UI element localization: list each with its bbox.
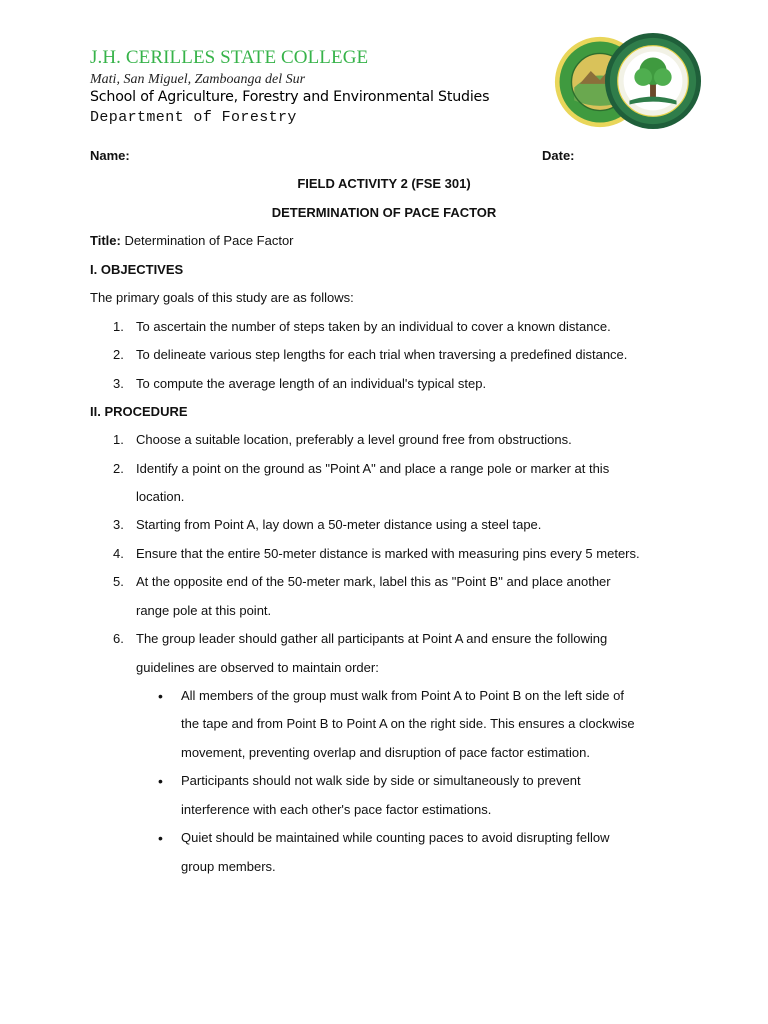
objective-item: To compute the average length of an individual's typical step.	[136, 376, 487, 391]
name-label: Name:	[90, 148, 130, 163]
activity-heading: FIELD ACTIVITY 2 (FSE 301)	[297, 176, 471, 191]
bullet-item-continued: movement, preventing overlap and disruption of pace factor estimation.	[181, 745, 591, 760]
bullet-marker: •	[158, 688, 163, 704]
bullet-item: Quiet should be maintained while counting paces to avoid disrupting fellow	[181, 830, 610, 845]
objective-number: 1.	[113, 319, 124, 334]
procedure-step: The group leader should gather all participants at Point A and ensure the following	[136, 631, 608, 646]
procedure-number: 2.	[113, 461, 124, 476]
procedure-step-continued: range pole at this point.	[136, 603, 272, 618]
procedure-step: At the opposite end of the 50-meter mark, label this as "Point B" and place another	[136, 574, 611, 589]
objective-item: To delineate various step lengths for each trial when traversing a predefined distance.	[136, 347, 628, 362]
procedure-step: Ensure that the entire 50-meter distance is marked with measuring pins every 5 meters.	[136, 546, 640, 561]
bullet-item: All members of the group must walk from Point A to Point B on the left side of	[181, 688, 624, 703]
procedure-number: 5.	[113, 574, 124, 589]
college-address: Mati, San Miguel, Zamboanga del Sur	[90, 72, 306, 87]
procedure-number: 3.	[113, 517, 124, 532]
procedure-step: Identify a point on the ground as "Point A" and place a range pole or marker at this	[136, 461, 610, 476]
procedure-step-continued: location.	[136, 489, 185, 504]
procedure-number: 6.	[113, 631, 124, 646]
procedure-step-continued: guidelines are observed to maintain order:	[136, 660, 379, 675]
procedure-step: Choose a suitable location, preferably a level ground free from obstructions.	[136, 432, 572, 447]
procedure-step: Starting from Point A, lay down a 50-meter distance using a steel tape.	[136, 517, 542, 532]
objectives-heading: I. OBJECTIVES	[90, 262, 184, 277]
department-name: Department of Forestry	[90, 109, 297, 126]
procedure-number: 4.	[113, 546, 124, 561]
date-label: Date:	[542, 148, 575, 163]
objective-item: To ascertain the number of steps taken by an individual to cover a known distance.	[136, 319, 611, 334]
title-value: Determination of Pace Factor	[120, 233, 294, 248]
school-seal-logo	[604, 32, 702, 130]
procedure-heading: II. PROCEDURE	[90, 404, 188, 419]
bullet-marker: •	[158, 773, 163, 789]
college-name: J.H. CERILLES STATE COLLEGE	[90, 47, 369, 68]
objective-number: 2.	[113, 347, 124, 362]
school-name: School of Agriculture, Forestry and Environmental Studies	[90, 89, 490, 105]
bullet-item-continued: the tape and from Point B to Point A on the right side. This ensures a clockwise	[181, 716, 635, 731]
title-label: Title:	[90, 233, 121, 248]
bullet-item-continued: group members.	[181, 859, 276, 874]
activity-subheading: DETERMINATION OF PACE FACTOR	[271, 205, 497, 220]
title-line	[90, 234, 294, 247]
objective-number: 3.	[113, 376, 124, 391]
procedure-number: 1.	[113, 432, 124, 447]
bullet-item-continued: interference with each other's pace factor estimations.	[181, 802, 492, 817]
bullet-item: Participants should not walk side by side or simultaneously to prevent	[181, 773, 581, 788]
bullet-marker: •	[158, 830, 163, 846]
objectives-intro: The primary goals of this study are as follows:	[90, 290, 354, 305]
